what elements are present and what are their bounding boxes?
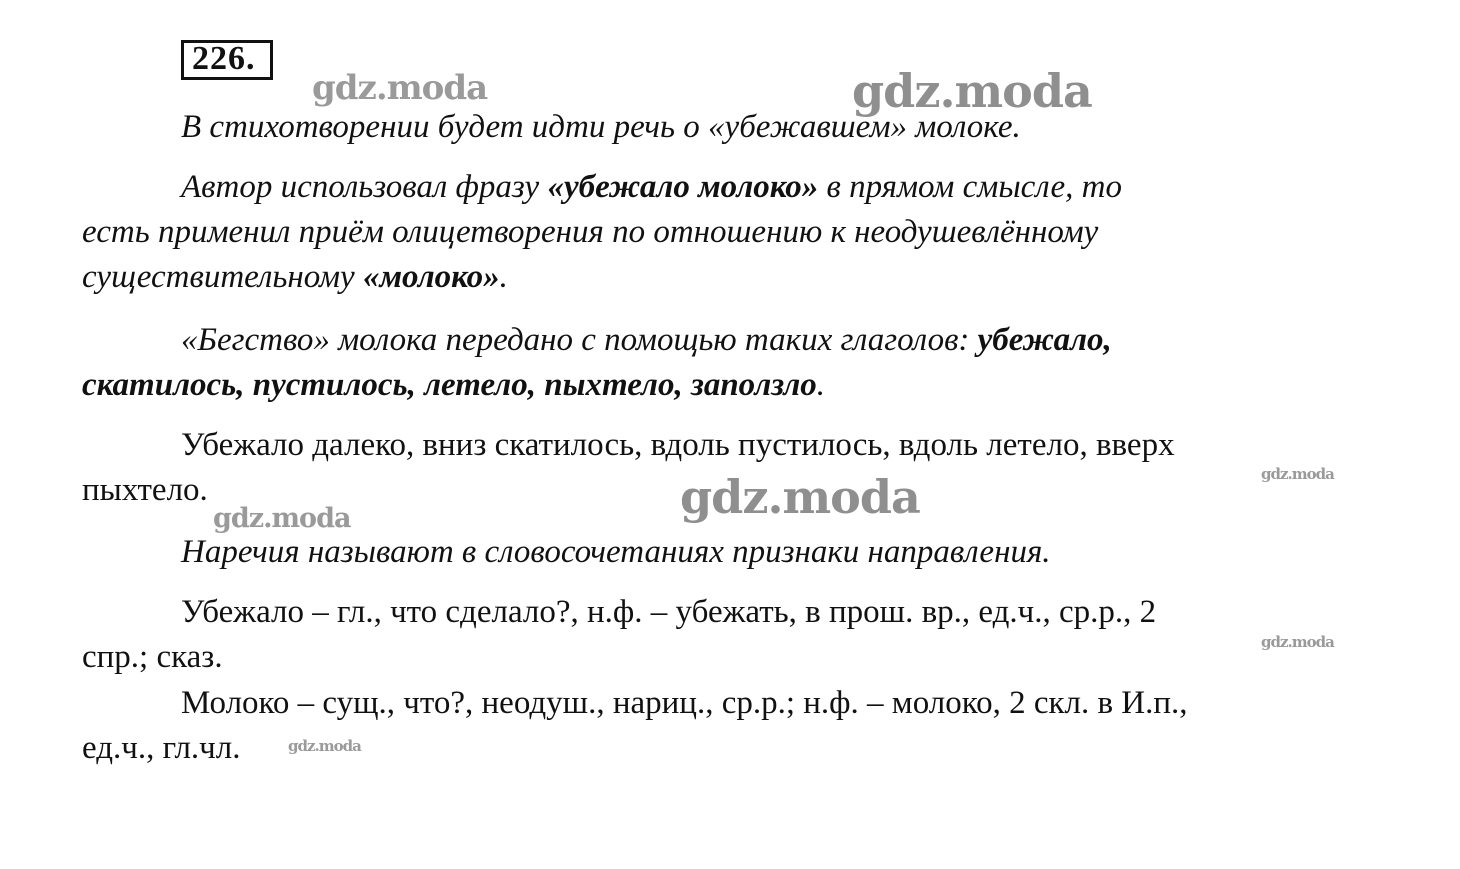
paragraph-2-text-c: в прямом смысле, то xyxy=(818,169,1123,205)
watermark: gdz.moda xyxy=(312,68,488,108)
paragraph-2-line-1 xyxy=(181,167,1122,207)
watermark: gdz.moda xyxy=(1261,465,1334,483)
paragraph-2-line-3-text: существительному xyxy=(82,259,363,295)
exercise-number-dot: . xyxy=(246,40,256,77)
exercise-number-box xyxy=(181,40,273,80)
paragraph-2-line-3-end: . xyxy=(499,259,508,295)
paragraph-2-line-3 xyxy=(82,257,508,297)
watermark: gdz.moda xyxy=(288,737,361,755)
paragraph-2-bold-word: «молоко» xyxy=(362,259,500,295)
paragraph-6-line-1: Убежало – гл., что сделало?, н.ф. – убежать, в прош. вр., ед.ч., ср.р., 2 xyxy=(181,594,1157,630)
exercise-number: 226 xyxy=(192,40,246,77)
watermark: gdz.moda xyxy=(213,503,351,534)
paragraph-4-line-1: Убежало далеко, вниз скатилось, вдоль пустилось, вдоль летело, вверх xyxy=(181,427,1175,463)
paragraph-2-line-2: есть применил приём олицетворения по отношению к неодушевлённому xyxy=(82,214,1099,250)
paragraph-2-text-a: Автор использовал фразу xyxy=(181,169,548,205)
paragraph-4-line-2: пыхтело. xyxy=(82,472,208,508)
paragraph-7-line-1: Молоко – сущ., что?, неодуш., нариц., ср.р.; н.ф. – молоко, 2 скл. в И.п., xyxy=(181,685,1188,721)
watermark: gdz.moda xyxy=(1261,633,1334,651)
paragraph-7-line-2: ед.ч., гл.чл. xyxy=(82,730,241,766)
paragraph-2-bold-phrase: «убежало молоко» xyxy=(547,169,819,205)
paragraph-3-line-1 xyxy=(181,320,1112,360)
paragraph-3-verb-list: скатилось, пустилось, летело, пыхтело, заползло xyxy=(82,367,817,403)
paragraph-1: В стихотворении будет идти речь о «убежавшем» молоке. xyxy=(181,109,1021,145)
paragraph-5: Наречия называют в словосочетаниях признаки направления. xyxy=(181,534,1051,570)
paragraph-3-end: . xyxy=(816,367,826,403)
paragraph-3-bold-verb: убежало, xyxy=(977,322,1112,358)
paragraph-3-line-2 xyxy=(82,365,825,405)
watermark: gdz.moda xyxy=(680,470,920,524)
paragraph-3-text: «Бегство» молока передано с помощью таких глаголов: xyxy=(181,322,978,358)
watermark: gdz.moda xyxy=(852,64,1092,118)
paragraph-6-line-2: спр.; сказ. xyxy=(82,639,223,675)
